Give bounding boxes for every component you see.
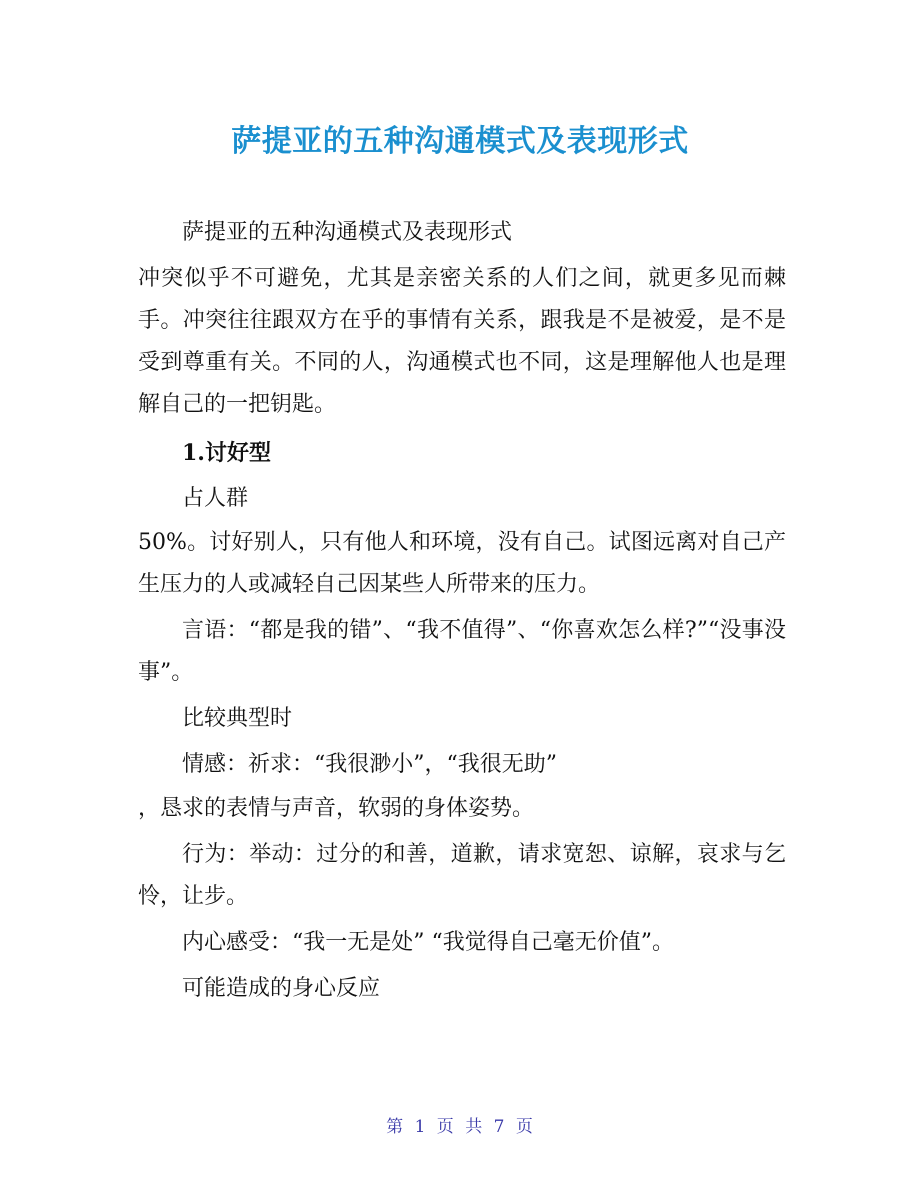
paragraph-reactions: 可能造成的身心反应: [182, 976, 381, 1001]
paragraph-inner-feeling: 内心感受：“我一无是处” “我觉得自己毫无价值”。: [182, 930, 674, 955]
section-heading-pleasing-type: 1.讨好型: [182, 440, 271, 466]
paragraph-subtitle: 萨提亚的五种沟通模式及表现形式: [182, 220, 513, 245]
paragraph-behavior: 行为：举动：过分的和善，道歉，请求宽恕、谅解，哀求与乞怜，让步。: [138, 842, 786, 909]
document-title: 萨提亚的五种沟通模式及表现形式: [231, 124, 689, 159]
paragraph-emotion-continued: ，恳求的表情与声音，软弱的身体姿势。: [138, 796, 535, 821]
page-number-footer: 第 1 页 共 7 页: [386, 1117, 534, 1137]
paragraph-emotion: 情感：祈求：“我很渺小”，“我很无助”: [182, 752, 557, 777]
paragraph-intro: 冲突似乎不可避免，尤其是亲密关系的人们之间，就更多见而棘手。冲突往往跟双方在乎的事情有关系，跟我是不是被爱，是不是受到尊重有关。不同的人，沟通模式也不同，这是理解他人也是理解自己的一把钥匙。: [138, 266, 786, 417]
paragraph-description: 50%。讨好别人，只有他人和环境，没有自己。试图远离对自己产生压力的人或减轻自己因某些人所带来的压力。: [138, 530, 786, 597]
paragraph-population: 占人群: [182, 486, 249, 511]
paragraph-typical: 比较典型时: [182, 706, 293, 731]
paragraph-speech: 言语：“都是我的错”、“我不值得”、“你喜欢怎么样?”“没事没事”。: [138, 618, 786, 685]
document-body: [138, 212, 786, 1010]
